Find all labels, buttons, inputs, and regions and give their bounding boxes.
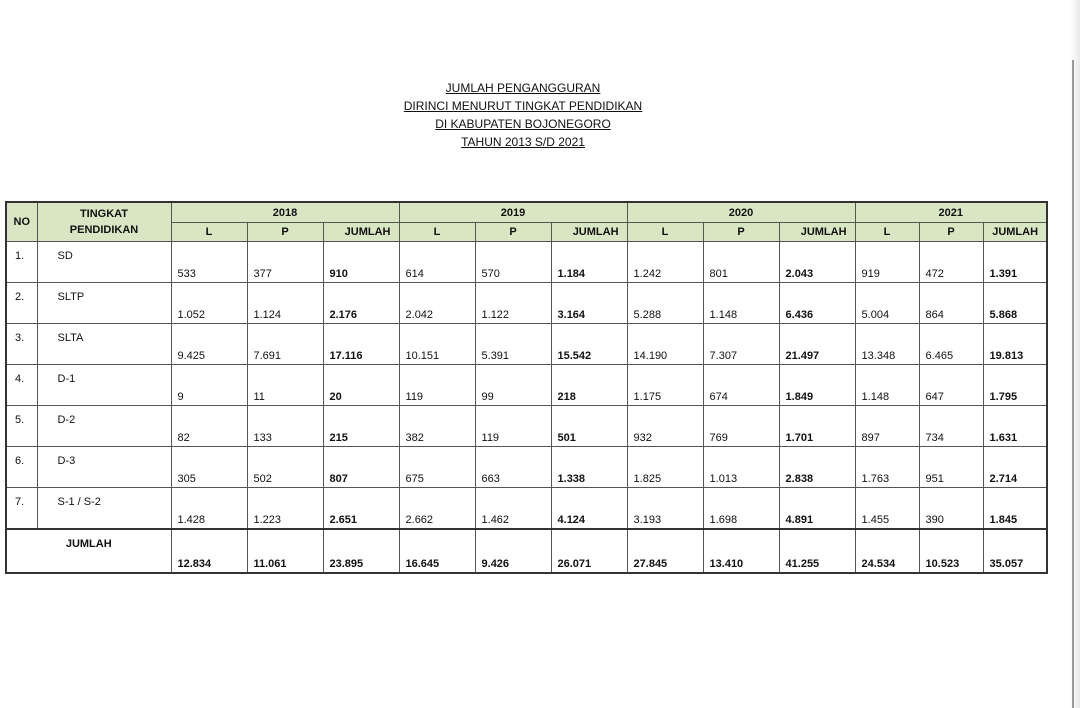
cell-male: 13.348 [855, 324, 919, 365]
header-male: L [855, 223, 919, 242]
header-male: L [171, 223, 247, 242]
row-number: 2. [6, 283, 37, 324]
cell-female: 11 [247, 365, 323, 406]
header-year: 2021 [855, 202, 1047, 223]
header-female: P [703, 223, 779, 242]
header-male: L [399, 223, 475, 242]
cell-male: 382 [399, 406, 475, 447]
header-female: P [919, 223, 983, 242]
cell-male: 932 [627, 406, 703, 447]
education-level: D-2 [37, 406, 171, 447]
table-row [6, 447, 1047, 488]
cell-male: 5.288 [627, 283, 703, 324]
cell-total: 1.184 [551, 242, 627, 283]
cell-total: 2.176 [323, 283, 399, 324]
education-level: SLTP [37, 283, 171, 324]
cell-male: 1.175 [627, 365, 703, 406]
cell-total: 1.631 [983, 406, 1047, 447]
table-row [6, 283, 1047, 324]
education-level: D-3 [37, 447, 171, 488]
cell-female: 502 [247, 447, 323, 488]
cell-female: 390 [919, 488, 983, 530]
cell-male: 919 [855, 242, 919, 283]
total-male: 27.845 [627, 529, 703, 573]
cell-female: 133 [247, 406, 323, 447]
cell-male: 614 [399, 242, 475, 283]
cell-male: 1.825 [627, 447, 703, 488]
cell-total: 910 [323, 242, 399, 283]
cell-total: 2.043 [779, 242, 855, 283]
row-number: 1. [6, 242, 37, 283]
cell-total: 1.701 [779, 406, 855, 447]
total-sum: 26.071 [551, 529, 627, 573]
cell-male: 3.193 [627, 488, 703, 530]
cell-male: 2.662 [399, 488, 475, 530]
header-male: L [627, 223, 703, 242]
table-row [6, 488, 1047, 530]
title-line-3: DI KABUPATEN BOJONEGORO [435, 117, 611, 131]
cell-male: 9 [171, 365, 247, 406]
total-female: 10.523 [919, 529, 983, 573]
cell-total: 4.891 [779, 488, 855, 530]
cell-total: 501 [551, 406, 627, 447]
table-row [6, 242, 1047, 283]
cell-total: 3.164 [551, 283, 627, 324]
education-level: D-1 [37, 365, 171, 406]
cell-total: 21.497 [779, 324, 855, 365]
cell-female: 99 [475, 365, 551, 406]
education-level: S-1 / S-2 [37, 488, 171, 530]
cell-male: 82 [171, 406, 247, 447]
cell-male: 9.425 [171, 324, 247, 365]
cell-total: 807 [323, 447, 399, 488]
header-female: P [247, 223, 323, 242]
total-sum: 35.057 [983, 529, 1047, 573]
cell-male: 5.004 [855, 283, 919, 324]
cell-female: 5.391 [475, 324, 551, 365]
cell-male: 14.190 [627, 324, 703, 365]
header-total: JUMLAH [983, 223, 1047, 242]
cell-male: 1.242 [627, 242, 703, 283]
header-level-line-2: PENDIDIKAN [69, 224, 139, 236]
total-female: 11.061 [247, 529, 323, 573]
total-row [6, 529, 1047, 573]
title-line-2: DIRINCI MENURUT TINGKAT PENDIDIKAN [403, 99, 643, 113]
cell-total: 2.838 [779, 447, 855, 488]
cell-male: 1.763 [855, 447, 919, 488]
header-no: NO [6, 202, 37, 242]
total-female: 9.426 [475, 529, 551, 573]
cell-total: 5.868 [983, 283, 1047, 324]
header-total: JUMLAH [779, 223, 855, 242]
cell-female: 647 [919, 365, 983, 406]
cell-total: 1.391 [983, 242, 1047, 283]
cell-total: 2.714 [983, 447, 1047, 488]
cell-female: 119 [475, 406, 551, 447]
cell-total: 1.338 [551, 447, 627, 488]
header-year: 2020 [627, 202, 855, 223]
cell-female: 1.148 [703, 283, 779, 324]
row-number: 7. [6, 488, 37, 530]
header-year: 2018 [171, 202, 399, 223]
cell-male: 2.042 [399, 283, 475, 324]
cell-female: 1.223 [247, 488, 323, 530]
cell-female: 1.013 [703, 447, 779, 488]
header-total: JUMLAH [323, 223, 399, 242]
header-level-line-1: TINGKAT [79, 208, 129, 220]
row-number: 5. [6, 406, 37, 447]
cell-female: 7.691 [247, 324, 323, 365]
cell-female: 472 [919, 242, 983, 283]
cell-female: 1.462 [475, 488, 551, 530]
cell-male: 1.455 [855, 488, 919, 530]
header-total: JUMLAH [551, 223, 627, 242]
cell-total: 20 [323, 365, 399, 406]
total-male: 16.645 [399, 529, 475, 573]
row-number: 6. [6, 447, 37, 488]
cell-male: 897 [855, 406, 919, 447]
cell-total: 17.116 [323, 324, 399, 365]
cell-male: 10.151 [399, 324, 475, 365]
total-sum: 23.895 [323, 529, 399, 573]
cell-female: 663 [475, 447, 551, 488]
cell-female: 734 [919, 406, 983, 447]
cell-male: 675 [399, 447, 475, 488]
cell-female: 1.122 [475, 283, 551, 324]
cell-female: 7.307 [703, 324, 779, 365]
cell-total: 15.542 [551, 324, 627, 365]
title-line-1: JUMLAH PENGANGGURAN [445, 81, 601, 95]
page-edge [1070, 0, 1080, 708]
document-title [0, 79, 1046, 151]
cell-total: 6.436 [779, 283, 855, 324]
header-year: 2019 [399, 202, 627, 223]
row-number: 4. [6, 365, 37, 406]
cell-total: 1.795 [983, 365, 1047, 406]
cell-female: 570 [475, 242, 551, 283]
table-row [6, 365, 1047, 406]
cell-female: 1.124 [247, 283, 323, 324]
cell-total: 1.845 [983, 488, 1047, 530]
cell-male: 1.052 [171, 283, 247, 324]
total-sum: 41.255 [779, 529, 855, 573]
row-number: 3. [6, 324, 37, 365]
unemployment-table [5, 201, 1048, 574]
cell-total: 218 [551, 365, 627, 406]
total-label: JUMLAH [6, 529, 171, 573]
total-male: 24.534 [855, 529, 919, 573]
cell-female: 377 [247, 242, 323, 283]
cell-male: 119 [399, 365, 475, 406]
cell-female: 951 [919, 447, 983, 488]
header-female: P [475, 223, 551, 242]
table-row [6, 324, 1047, 365]
cell-total: 2.651 [323, 488, 399, 530]
education-level: SLTA [37, 324, 171, 365]
cell-female: 864 [919, 283, 983, 324]
cell-total: 19.813 [983, 324, 1047, 365]
header-education-level [37, 202, 171, 242]
title-line-4: TAHUN 2013 S/D 2021 [461, 135, 585, 149]
total-male: 12.834 [171, 529, 247, 573]
cell-male: 305 [171, 447, 247, 488]
cell-female: 801 [703, 242, 779, 283]
total-female: 13.410 [703, 529, 779, 573]
cell-total: 1.849 [779, 365, 855, 406]
cell-female: 674 [703, 365, 779, 406]
cell-male: 1.148 [855, 365, 919, 406]
cell-female: 6.465 [919, 324, 983, 365]
cell-male: 533 [171, 242, 247, 283]
cell-female: 1.698 [703, 488, 779, 530]
cell-female: 769 [703, 406, 779, 447]
table-row [6, 406, 1047, 447]
cell-total: 215 [323, 406, 399, 447]
cell-total: 4.124 [551, 488, 627, 530]
education-level: SD [37, 242, 171, 283]
cell-male: 1.428 [171, 488, 247, 530]
